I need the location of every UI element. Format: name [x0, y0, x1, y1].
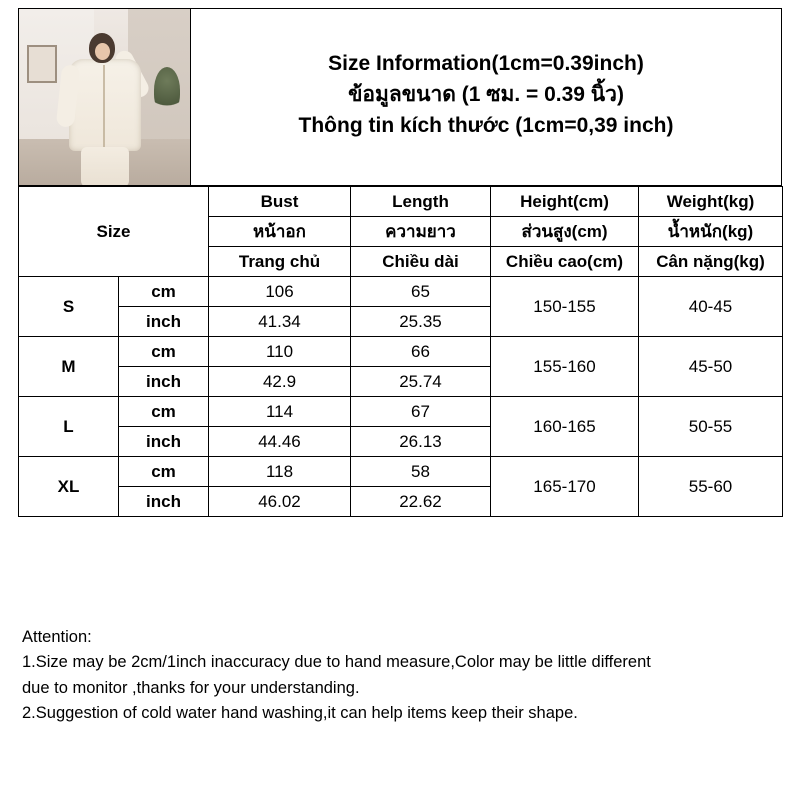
product-photo	[19, 9, 191, 185]
table-row	[19, 397, 783, 427]
table-header-row-en	[19, 187, 783, 217]
unit-cm-l: cm	[119, 397, 209, 427]
header-band	[18, 8, 782, 186]
bust-inch-xl: 46.02	[209, 487, 351, 517]
bust-inch-l: 44.46	[209, 427, 351, 457]
header-length-en: Length	[351, 187, 491, 217]
header-bust-en: Bust	[209, 187, 351, 217]
table-row	[19, 277, 783, 307]
title-line-vi: Thông tin kích thước (1cm=0,39 inch)	[298, 114, 674, 138]
cardigan-seam	[103, 65, 105, 149]
unit-inch-xl: inch	[119, 487, 209, 517]
length-cm-s: 65	[351, 277, 491, 307]
bust-cm-xl: 118	[209, 457, 351, 487]
length-inch-l: 26.13	[351, 427, 491, 457]
attention-block	[18, 622, 782, 728]
bust-cm-l: 114	[209, 397, 351, 427]
length-cm-m: 66	[351, 337, 491, 367]
header-bust-vi: Trang chủ	[209, 247, 351, 277]
table-row	[19, 337, 783, 367]
weight-s: 40-45	[639, 277, 783, 337]
bust-inch-m: 42.9	[209, 367, 351, 397]
unit-inch-s: inch	[119, 307, 209, 337]
header-bust-th: หน้าอก	[209, 217, 351, 247]
model-face	[95, 43, 110, 60]
height-xl: 165-170	[491, 457, 639, 517]
height-s: 150-155	[491, 277, 639, 337]
length-cm-xl: 58	[351, 457, 491, 487]
unit-cm-s: cm	[119, 277, 209, 307]
header-height-vi: Chiều cao(cm)	[491, 247, 639, 277]
row-size-l: L	[19, 397, 119, 457]
size-table	[18, 186, 783, 517]
unit-inch-l: inch	[119, 427, 209, 457]
bust-cm-m: 110	[209, 337, 351, 367]
model-torso	[69, 59, 141, 151]
header-size-cell: Size	[19, 187, 209, 277]
weight-m: 45-50	[639, 337, 783, 397]
bust-cm-s: 106	[209, 277, 351, 307]
header-weight-en: Weight(kg)	[639, 187, 783, 217]
weight-l: 50-55	[639, 397, 783, 457]
unit-inch-m: inch	[119, 367, 209, 397]
attention-line-3: 2.Suggestion of cold water hand washing,it can help items keep their shape.	[22, 704, 578, 723]
attention-heading: Attention:	[22, 628, 92, 646]
photo-plant	[154, 67, 180, 113]
length-cm-l: 67	[351, 397, 491, 427]
title-block	[191, 9, 781, 185]
unit-cm-xl: cm	[119, 457, 209, 487]
length-inch-xl: 22.62	[351, 487, 491, 517]
header-height-th: ส่วนสูง(cm)	[491, 217, 639, 247]
header-weight-vi: Cân nặng(kg)	[639, 247, 783, 277]
title-line-en: Size Information(1cm=0.39inch)	[328, 51, 644, 75]
photo-picture-frame	[27, 45, 57, 83]
header-height-en: Height(cm)	[491, 187, 639, 217]
row-size-s: S	[19, 277, 119, 337]
header-weight-th: น้ำหนัก(kg)	[639, 217, 783, 247]
attention-line-1: 1.Size may be 2cm/1inch inaccuracy due to hand measure,Color may be little different	[22, 653, 651, 672]
attention-line-2: due to monitor ,thanks for your understanding.	[22, 678, 360, 697]
table-row	[19, 457, 783, 487]
header-length-vi: Chiều dài	[351, 247, 491, 277]
height-m: 155-160	[491, 337, 639, 397]
unit-cm-m: cm	[119, 337, 209, 367]
header-length-th: ความยาว	[351, 217, 491, 247]
weight-xl: 55-60	[639, 457, 783, 517]
row-size-xl: XL	[19, 457, 119, 517]
row-size-m: M	[19, 337, 119, 397]
height-l: 160-165	[491, 397, 639, 457]
title-line-th: ข้อมูลขนาด (1 ซม. = 0.39 นิ้ว)	[348, 82, 624, 106]
length-inch-s: 25.35	[351, 307, 491, 337]
model-legs	[81, 147, 129, 185]
length-inch-m: 25.74	[351, 367, 491, 397]
bust-inch-s: 41.34	[209, 307, 351, 337]
